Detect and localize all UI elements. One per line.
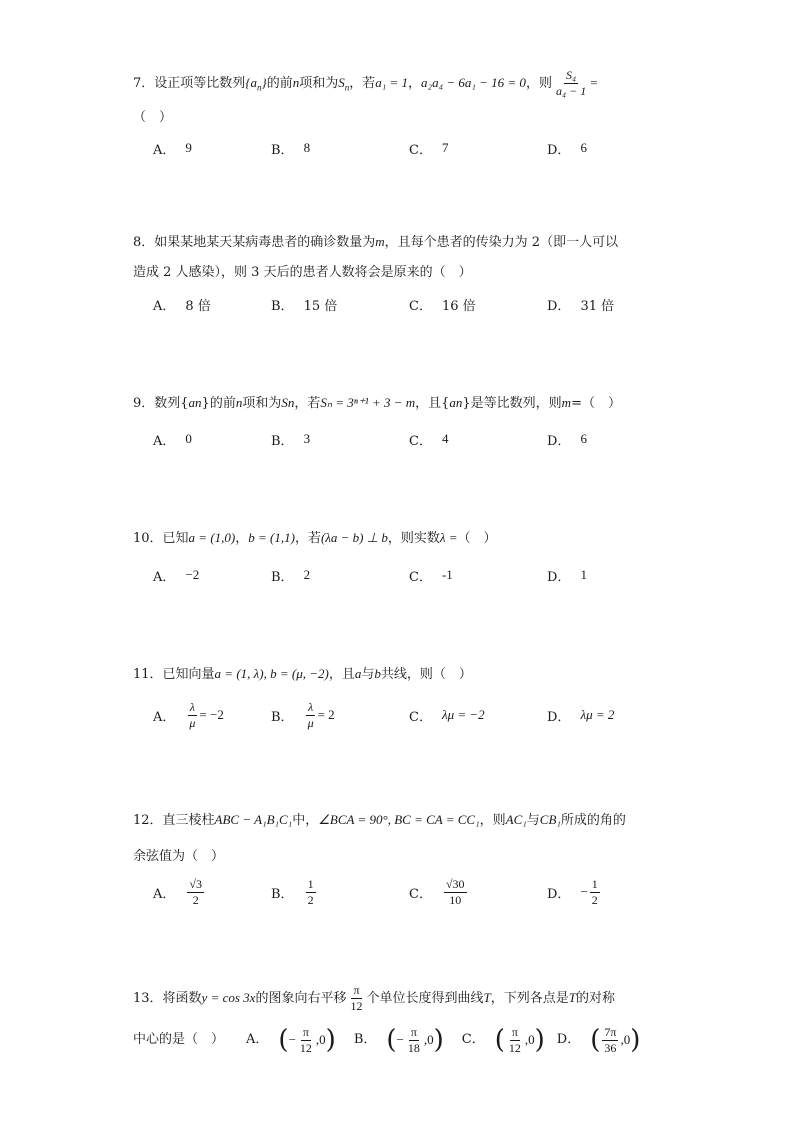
- question-10: 10．已知a = (1,0)，b = (1,1)，若(λa − b) ⊥ b，则实数λ =（ ）: [133, 530, 497, 546]
- option-a[interactable]: A． $\frac{√3}{2}$: [153, 876, 202, 907]
- option-b[interactable]: B． $\frac{1}{2}$: [271, 876, 314, 907]
- option-d[interactable]: D． 6: [547, 431, 587, 449]
- option-b[interactable]: B． $\frac{\lambda}{\mu}$ = 2: [271, 699, 335, 730]
- question-9: 9．数列{an}的前n项和为Sn，若Sₙ = 3ⁿ⁺¹ + 3 − m，且{an}是等比数列，则m=（ ）: [133, 395, 621, 411]
- option-b[interactable]: B． 3: [271, 431, 311, 449]
- fraction: $\frac{\pi}{12}$: [299, 1024, 312, 1055]
- option-a[interactable]: A． 9: [153, 140, 192, 158]
- option-d[interactable]: D． 6: [547, 140, 587, 158]
- option-c[interactable]: C． 7: [409, 140, 449, 158]
- option-c[interactable]: C． ( $\frac{\pi}{12}$ ,0 ): [461, 1024, 545, 1055]
- question-7-stem: 7．设正项等比数列$\{a_n\}$的前n项和为$S_n$，若a₁ = 1，a₂a₄ − 6a₁ − 16 = 0，则 $\frac{\text{S₄}}{\text{a₄ − 1}}$ =: [133, 68, 598, 98]
- question-11-options: [153, 697, 713, 733]
- fraction: $\frac{√30}{10}$: [445, 876, 465, 907]
- question-10-options: [153, 557, 713, 593]
- option-a[interactable]: A． 0: [153, 431, 192, 449]
- option-c[interactable]: C． 16 倍: [409, 298, 476, 314]
- option-b[interactable]: B． ( − $\frac{\pi}{18}$ ,0 ): [353, 1024, 444, 1055]
- option-b[interactable]: B． 15 倍: [271, 298, 338, 314]
- option-c[interactable]: C． λμ = −2: [409, 707, 485, 725]
- question-11: 11．已知向量a = (1, λ), b = (μ, −2)，且a与b共线，则（ ）: [133, 666, 472, 682]
- question-8: 8．如果某地某天某病毒患者的确诊数量为m，且每个患者的传染力为 2（即一人可以 造成 2 人感染），则 3 天后的患者人数将会是原来的（ ）: [133, 234, 619, 280]
- question-7: [133, 68, 673, 133]
- option-a[interactable]: A． $\frac{\lambda}{\mu}$ = −2: [153, 699, 224, 730]
- fraction: $\frac{1}{2}$: [591, 876, 598, 907]
- option-d[interactable]: D． ( $\frac{7\pi}{36}$ ,0 ): [556, 1024, 641, 1055]
- question-12: 12．直三棱柱ABC − A₁B₁C₁中，∠BCA = 90°, BC = CA = CC₁，则AC₁与CB₁所成的角的 余弦值为（ ）: [133, 812, 626, 864]
- option-d[interactable]: D． 1: [547, 567, 587, 585]
- question-13: 13．将函数y = cos 3x的图象向右平移 $\frac{\pi}{12}$ 个单位长度得到曲线T，下列各点是T的对称 中心的是（ ） A． ( − $\frac{\pi}{12}$ ,0 ) B． ( − $\frac{\pi}{18}$ ,0 ) C． ( $\frac{\pi}{12}$ ,0 ) D． ( $\frac{7\pi}{36}$ ,0 ): [133, 980, 693, 1063]
- fraction: $\frac{\pi}{18}$: [407, 1024, 420, 1055]
- option-a[interactable]: A． −2: [153, 567, 200, 585]
- fraction: $\frac{\pi}{12}$: [350, 983, 363, 1013]
- fraction: $\frac{1}{2}$: [307, 876, 314, 907]
- option-b[interactable]: B． 8: [271, 140, 311, 158]
- fraction: $\frac{\text{S₄}}{\text{a₄ − 1}}$: [555, 68, 587, 98]
- fraction: $\frac{\lambda}{\mu}$: [307, 699, 314, 730]
- fraction: $\frac{√3}{2}$: [189, 876, 202, 907]
- option-d[interactable]: D． λμ = 2: [547, 707, 615, 725]
- option-c[interactable]: C． -1: [409, 567, 453, 585]
- question-8-options: [153, 286, 713, 322]
- option-c[interactable]: C． $\frac{√30}{10}$: [409, 876, 465, 907]
- fraction: $\frac{7\pi}{36}$: [604, 1024, 617, 1055]
- option-b[interactable]: B． 2: [271, 567, 311, 585]
- option-a[interactable]: A． ( − $\frac{\pi}{12}$ ,0 ): [246, 1024, 336, 1055]
- question-12-options: [153, 874, 713, 910]
- option-a[interactable]: A． 8 倍: [153, 298, 211, 314]
- option-c[interactable]: C． 4: [409, 431, 449, 449]
- option-d[interactable]: D． 31 倍: [547, 298, 615, 314]
- fraction: $\frac{\pi}{12}$: [508, 1024, 521, 1055]
- answer-paren: （ ）: [133, 109, 173, 125]
- question-9-options: [153, 421, 713, 457]
- fraction: $\frac{\lambda}{\mu}$: [189, 699, 196, 730]
- question-7-options: [153, 130, 713, 166]
- option-d[interactable]: D． − $\frac{1}{2}$: [547, 876, 598, 907]
